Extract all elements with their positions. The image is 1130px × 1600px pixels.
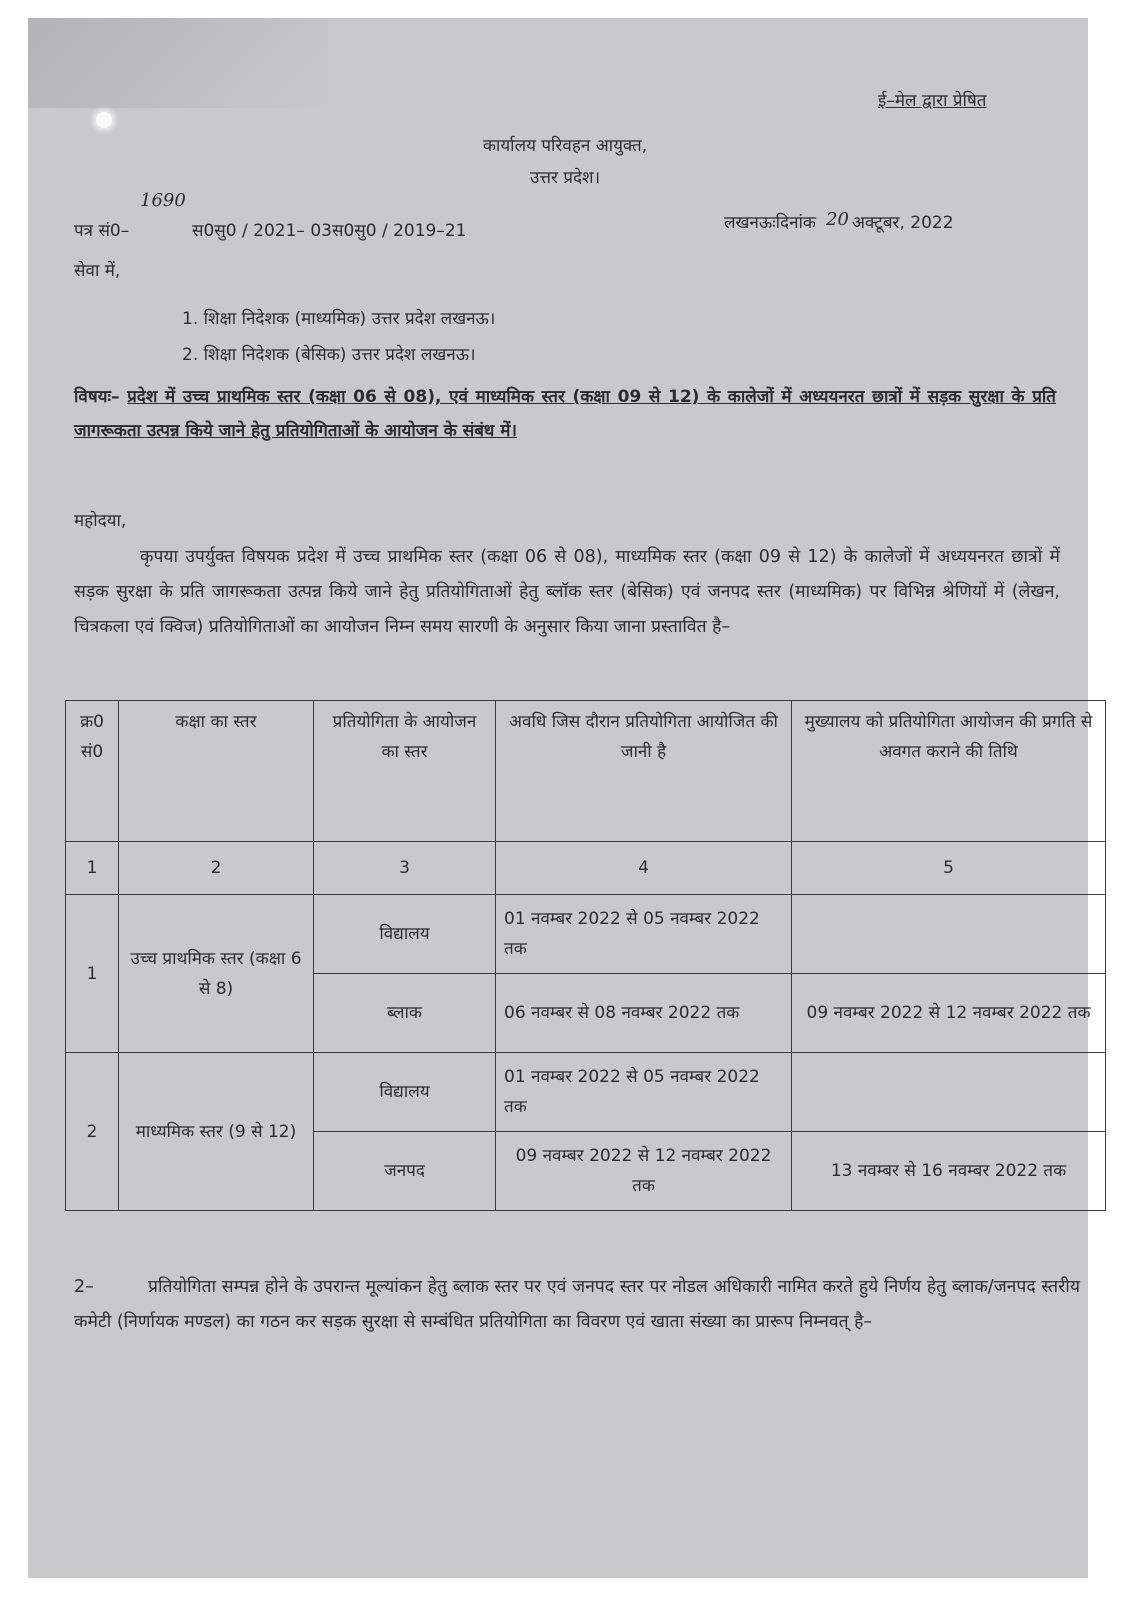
header-class-level: कक्षा का स्तर — [119, 701, 314, 842]
row-competition-level: जनपद — [314, 1132, 496, 1211]
table-column-number-row — [66, 842, 1106, 895]
email-note: ई–मेल द्वारा प्रेषित — [878, 91, 987, 111]
column-number: 2 — [119, 842, 314, 895]
subject-label: विषयः– — [74, 387, 120, 407]
row-period: 09 नवम्बर 2022 से 12 नवम्बर 2022 तक — [496, 1132, 792, 1211]
handwritten-date-day: 20 — [826, 209, 849, 230]
office-title-line2: उत्तर प्रदेश। — [529, 168, 601, 188]
row-class-level: माध्यमिक स्तर (9 से 12) — [119, 1053, 314, 1211]
schedule-table — [65, 700, 1106, 1211]
header-period: अवधि जिस दौरान प्रतियोगिता आयोजित की जानी है — [496, 701, 792, 842]
table-row — [66, 1053, 1106, 1132]
row-competition-level: ब्लाक — [314, 974, 496, 1053]
salutation: महोदया, — [74, 511, 127, 531]
table-header-row — [66, 701, 1106, 842]
office-title-line1: कार्यालय परिवहन आयुक्त, — [482, 136, 648, 156]
recipient-1: 1. शिक्षा निदेशक (माध्यमिक) उत्तर प्रदेश लखनऊ। — [182, 309, 496, 329]
subject — [74, 380, 1056, 448]
row-report-date: 13 नवम्बर से 16 नवम्बर 2022 तक — [792, 1132, 1106, 1211]
paragraph-2-text: प्रतियोगिता सम्पन्न होने के उपरान्त मूल्यांकन हेतु ब्लाक स्तर पर एवं जनपद स्तर पर नोडल अधिकारी नामित करते हुये निर्णय हेतु ब्लाक/जनपद स्तरीय कमेटी (निर्णायक मण्डल) का गठन कर सड़क सुरक्षा से सम्बंधित प्रतियोगिता का विवरण एवं खाता संख्या का प्रारूप निम्नवत् है– — [74, 1277, 1080, 1332]
date-suffix: अक्टूबर, 2022 — [852, 213, 954, 233]
row-competition-level: विद्यालय — [314, 895, 496, 974]
body-paragraph-1: कृपया उपर्युक्त विषयक प्रदेश में उच्च प्राथमिक स्तर (कक्षा 06 से 08), माध्यमिक स्तर (कक्षा 09 से 12) के कालेजों में अध्ययनरत छात्रों में सड़क सुरक्षा के प्रति जागरूकता उत्पन्न किये जाने हेतु प्रतियोगिताओं हेतु ब्लॉक स्तर (बेसिक) एवं जनपद स्तर (माध्यमिक) पर विभिन्न श्रेणियों में (लेखन, चित्रकला एवं क्विज) प्रतियोगिताओं का आयोजन निम्न समय सारणी के अनुसार किया जाना प्रस्तावित है– — [74, 547, 1060, 637]
header-serial: क्र0 सं0 — [66, 701, 119, 842]
column-number: 5 — [792, 842, 1106, 895]
table-row — [66, 895, 1106, 974]
place-date-prefix: लखनऊःदिनांक — [724, 213, 816, 233]
subject-text: प्रदेश में उच्च प्राथमिक स्तर (कक्षा 06 से 08), एवं माध्यमिक स्तर (कक्षा 09 से 12) के कालेजों में अध्ययनरत छात्रों में सड़क सुरक्षा के प्रति जागरूकता उत्पन्न किये जाने हेतु प्रतियोगिताओं के आयोजन के संबंध में। — [74, 387, 1056, 441]
letter-number: स0सु0 / 2021– 03स0सु0 / 2019–21 — [192, 221, 467, 241]
column-number: 1 — [66, 842, 119, 895]
row-period: 06 नवम्बर से 08 नवम्बर 2022 तक — [496, 974, 792, 1053]
body-paragraph-2 — [74, 1270, 1080, 1340]
row-period: 01 नवम्बर 2022 से 05 नवम्बर 2022 तक — [496, 1053, 792, 1132]
punch-hole-mark — [96, 112, 112, 128]
column-number: 3 — [314, 842, 496, 895]
paragraph-number: 2– — [74, 1277, 94, 1297]
column-number: 4 — [496, 842, 792, 895]
row-report-date: 09 नवम्बर 2022 से 12 नवम्बर 2022 तक — [792, 974, 1106, 1053]
addressee-label: सेवा में, — [74, 261, 121, 281]
row-report-date — [792, 1053, 1106, 1132]
row-period: 01 नवम्बर 2022 से 05 नवम्बर 2022 तक — [496, 895, 792, 974]
row-class-level: उच्च प्राथमिक स्तर (कक्षा 6 से 8) — [119, 895, 314, 1053]
row-serial: 1 — [66, 895, 119, 1053]
row-serial: 2 — [66, 1053, 119, 1211]
letter-number-prefix: पत्र सं0– — [74, 221, 130, 241]
header-competition-level: प्रतियोगिता के आयोजन का स्तर — [314, 701, 496, 842]
header-report-date: मुख्यालय को प्रतियोगिता आयोजन की प्रगति से अवगत कराने की तिथि — [792, 701, 1106, 842]
recipient-2: 2. शिक्षा निदेशक (बेसिक) उत्तर प्रदेश लखनऊ। — [182, 345, 476, 365]
row-competition-level: विद्यालय — [314, 1053, 496, 1132]
handwritten-letter-number: 1690 — [140, 190, 186, 211]
row-report-date — [792, 895, 1106, 974]
